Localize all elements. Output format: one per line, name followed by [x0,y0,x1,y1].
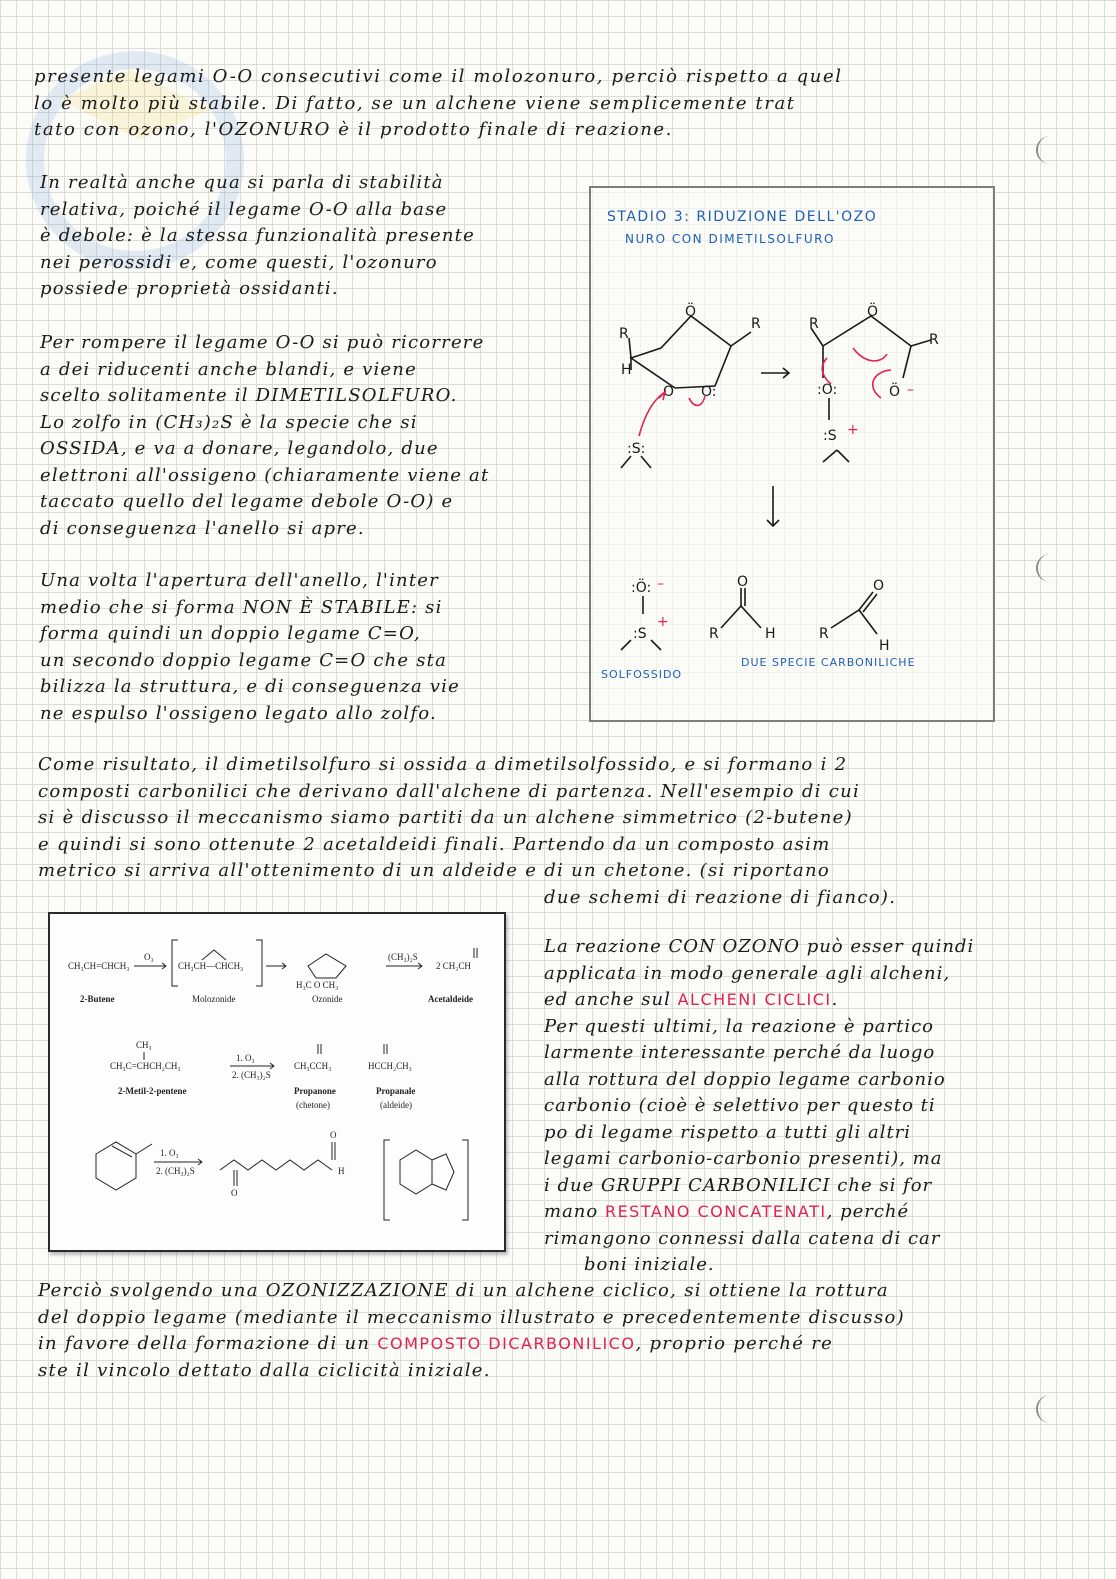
svg-text:R: R [619,326,629,342]
text-line: due schemi di reazione di fianco). [544,886,897,908]
carbonyl-species [831,610,877,634]
summary-paragraph [38,752,896,911]
stage3-title-line1: STADIO 3: RIDUZIONE DELL'OZO [607,209,878,225]
text-line: del doppio legame (mediante il meccanismo illustrato e precedentemente discusso) [38,1306,905,1328]
row3-ketone-o: O [231,1188,238,1198]
row3-step2: 2. (CH₃)₂S [156,1166,195,1176]
text-line: bilizza la struttura, e di conseguenza vie [40,676,460,697]
text-line: si è discusso il meccanismo siamo partiti da un alchene simmetrico (2-butene) [38,807,853,828]
highlight-cyclic-alkenes: ALCHENI CICLICI [677,990,832,1009]
svg-text:O: O [663,384,675,400]
text-line: lo è molto più stabile. Di fatto, se un alchene viene semplicemente trat [34,92,796,114]
svg-text:R: R [819,626,829,642]
svg-text:R: R [809,316,819,332]
svg-text:Ö: Ö [685,304,697,320]
text-line: e quindi si sono ottenute 2 acetaldeidi finali. Partendo da un composto asim [38,833,831,855]
svg-text:O: O [737,574,749,590]
stability-paragraph [40,170,475,303]
label-methylpentene: 2-Metil-2-pentene [118,1086,187,1096]
text-line: Perciò svolgendo una OZONIZZAZIONE di un alchene ciclico, si ottiene la rottura [38,1280,889,1301]
text-line: composti carbonilici che derivano dall'alchene di partenza. Nell'esempio di cui [38,780,861,802]
svg-text:–: – [657,576,664,592]
ring-opening-paragraph [40,568,460,727]
text-line: possiede proprietà ossidanti. [40,278,339,299]
svg-text::S:: :S: [627,441,646,457]
text-line: nei perossidi e, come questi, l'ozonuro [40,251,438,273]
text-line: relativa, poiché il legame O-O alla base [40,198,448,220]
text-line: Lo zolfo in (CH₃)₂S è la specie che si [40,411,418,433]
svg-text:R: R [929,332,939,348]
text-line: applicata in modo generale agli alcheni, [544,962,951,984]
text-line: Per rompere il legame O-O si può ricorrere [40,332,485,353]
svg-text:+: + [847,422,859,438]
highlight-restano-concatenati: RESTANO CONCATENATI [604,1202,827,1221]
carbonyl-species [721,606,761,628]
svg-text:H: H [879,638,890,654]
text-line: mano RESTANO CONCATENATI, perché [544,1201,910,1222]
row3-step1: 1. O₃ [160,1148,179,1158]
text-line: forma quindi un doppio legame C=O, [40,623,421,644]
svg-text::S: :S [823,428,837,444]
svg-text:–: – [907,382,914,398]
text-line: In realtà anche qua si parla di stabilità [40,172,444,193]
svg-text::S: :S [633,626,647,642]
propanone-formula: CH₃CCH₃ [294,1061,332,1071]
text-line: ste il vincolo dettato dalla ciclicità iniziale. [38,1359,491,1381]
methylpentene-formula: CH₃C=CHCH₂CH₃ [110,1061,181,1071]
text-line: po di legame rispetto a tutti gli altri [544,1121,912,1143]
text-line: La reazione CON OZONO può esser quindi [544,936,975,957]
text-line: di conseguenza l'anello si apre. [40,517,365,539]
text-line: ed anche sul ALCHENI CICLICI. [544,989,839,1010]
text-line: metrico si arriva all'ottenimento di un aldeide e di un chetone. (si riportano [38,860,831,881]
cyclic-alkenes-paragraph [544,934,974,1279]
text-line: è debole: è la stessa funzionalità presente [40,225,475,246]
text-line: carbonio (cioè è selettivo per questo ti [544,1095,936,1116]
svg-text:R: R [709,626,719,642]
text-line: legami carbonio-carbonio presenti), ma [544,1148,943,1169]
row3-aldehyde-o: O [330,1130,337,1140]
row3-aldehyde-h: H [338,1166,345,1176]
text-line: alla rottura del doppio legame carbonio [544,1068,946,1090]
text-line: scelto solitamente il DIMETILSOLFURO. [40,385,458,406]
text-line: elettroni all'ossigeno (chiaramente viene at [40,464,490,486]
text-line: Come risultato, il dimetilsolfuro si ossida a dimetilsolfossido, e si formano i 2 [38,754,848,775]
methyl-group: CH₃ [136,1040,152,1050]
binder-hole [1036,136,1056,164]
carbonyl-species-label: DUE SPECIE CARBONILICHE [741,656,916,669]
svg-text:Ö: Ö [889,384,901,400]
molozonide-formula: CH₃CH—CHCH₃ [178,961,244,971]
label-propanal: Propanale [376,1086,416,1096]
text-line: taccato quello del legame debole O-O) e [40,491,454,512]
svg-text:H: H [765,626,776,642]
text-line: presente legami O-O consecutivi come il molozonuro, perciò rispetto a quel [34,66,843,87]
intro-paragraph [34,64,843,144]
propanal-formula: HCCH₂CH₃ [368,1061,412,1071]
label-ketone: (chetone) [296,1100,330,1110]
svg-text::Ö:: :Ö: [631,580,652,596]
label-ozonide: Ozonide [312,994,343,1004]
svg-text:R: R [751,316,761,332]
svg-text:Ö: Ö [867,304,879,320]
text-line: Per questi ultimi, la reazione è partico [544,1015,934,1037]
text-line: tato con ozono, l'OZONURO è il prodotto finale di reazione. [34,119,673,140]
text-line: larmente interessante perché da luogo [544,1042,936,1063]
svg-text:+: + [657,614,669,630]
conclusion-paragraph [38,1278,905,1384]
reducer-formula: (CH₃)₂S [388,952,418,962]
reaction-schemes-figure [48,912,506,1252]
label-2-butene: 2-Butene [80,994,115,1004]
svg-text:H: H [621,362,632,378]
label-aldehyde: (aldeide) [380,1100,412,1110]
step2-dms: 2. (CH₃)₂S [232,1070,271,1080]
ozonide-formula: H₃C O CH₃ [296,980,339,990]
text-line: rimangono connessi dalla catena di car [544,1227,941,1249]
text-line: boni iniziale. [584,1254,715,1275]
svg-text:O: O [873,578,885,594]
reduction-paragraph [40,330,489,542]
step1-ozone: 1. O₃ [236,1053,255,1063]
open-intermediate [823,316,911,346]
text-line: i due GRUPPI CARBONILICI che si for [544,1174,933,1196]
stage3-title-line2: NURO CON DIMETILSOLFURO [625,232,835,246]
svg-text:O:: O: [701,384,717,400]
label-propanone: Propanone [294,1086,336,1096]
label-molozonide: Molozonide [192,994,236,1004]
butene-formula: CH₃CH=CHCH₃ [68,961,130,971]
acetaldehyde-formula: 2 CH₃CH [436,961,471,971]
text-line: medio che si forma NON È STABILE: si [40,596,443,618]
text-line: in favore della formazione di un COMPOSTO DICARBONILICO, proprio perché re [38,1333,834,1354]
ozonide-ring [631,316,731,388]
text-line: Una volta l'apertura dell'anello, l'inter [40,570,439,591]
binder-hole [1036,554,1056,582]
highlight-dicarbonyl: COMPOSTO DICARBONILICO [377,1334,636,1353]
svg-text::O:: :O: [817,382,838,398]
mechanism-drawing [591,188,993,720]
text-line: un secondo doppio legame C=O che sta [40,649,447,671]
stage3-diagram [589,186,995,722]
sulfoxide-label: SOLFOSSIDO [601,668,683,681]
text-line: OSSIDA, e va a donare, legandolo, due [40,438,439,459]
ozone-reagent: O₃ [144,952,154,962]
text-line: ne espulso l'ossigeno legato allo zolfo. [40,702,437,724]
text-line: a dei riducenti anche blandi, e viene [40,358,417,380]
label-acetaldehyde: Acetaldeide [428,994,473,1004]
binder-hole [1036,1395,1056,1423]
